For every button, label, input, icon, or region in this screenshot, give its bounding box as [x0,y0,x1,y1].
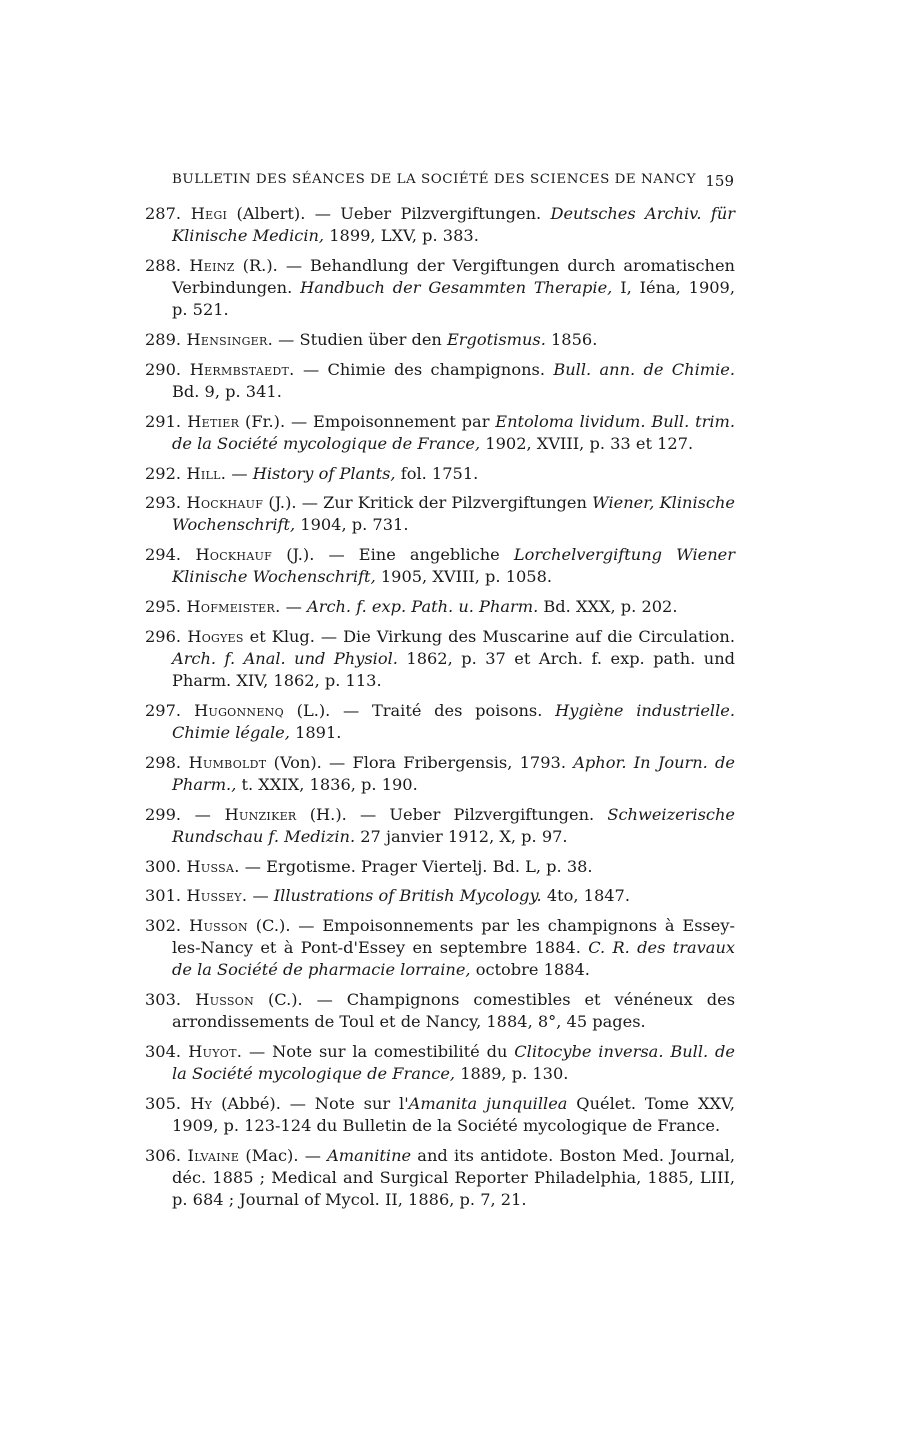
entry-title: Lorchelvergiftung Wiener Klinische Wochenschrift, [172,545,735,587]
entry-details: 27 janvier 1912, X, p. 97. [355,826,568,846]
bibliography-entry [145,359,735,403]
entry-author: Husson [181,915,248,935]
entry-author: Hussa. [181,856,240,876]
entry-title: Clitocybe inversa. Bull. de la Société mycologique de France, [172,1042,735,1084]
entry-text: (J.). — Zur Kritick der Pilzvergiftungen [263,493,593,513]
entry-details: 1904, p. 731. [295,515,409,535]
entry-details: 4to, 1847. [541,886,630,906]
entry-text: et Klug. — Die Virkung des Muscarine auf die Circulation. [243,626,735,646]
entry-author: Husson [181,990,255,1010]
page-number: 159 [705,172,734,190]
entry-number: 300. [145,856,182,876]
entry-details: t. XXIX, 1836, p. 190. [236,774,418,794]
entry-title: Handbuch der Gesammten Therapie, [300,278,613,298]
entry-title: C. R. des travaux de la Société de pharmacie lorraine, [172,938,735,980]
entry-text: (C.). — Champignons comestibles et vénéneux des arrondissements de Toul et de Nancy, 1884, 8°, 45 pages. [172,990,735,1032]
entry-author: Hofmeister. [181,597,281,617]
entry-text: (Albert). — Ueber Pilzvergiftungen. [227,204,551,223]
entry-author: Hegi [181,204,228,223]
entry-text: — [226,463,253,483]
entry-author: Hensinger. [181,330,274,350]
entry-details: octobre 1884. [470,960,590,980]
entry-text: (H.). — Ueber Pilzvergiftungen. [296,804,608,824]
entry-text: — Note sur la comestibilité du [242,1042,515,1061]
entry-number: 302. [145,915,182,935]
entry-details: Bd. 9, p. 341. [172,381,282,401]
bibliography-entry [145,544,735,588]
bibliography-entry [145,492,735,536]
entry-number: 297. [145,700,182,720]
bibliography-entry [145,255,735,322]
entry-author: Huyot. [181,1042,243,1061]
entry-number: 290. [145,359,182,379]
bibliography-entry [145,329,735,351]
bibliography-entry [145,856,735,878]
running-title: BULLETIN DES SÉANCES DE LA SOCIÉTÉ DES SCIENCES DE NANCY [172,172,696,187]
entry-text: (Abbé). — Note sur l' [212,1093,409,1113]
entry-details: fol. 1751. [395,463,479,483]
entry-text: — Ergotisme. Prager Viertelj. Bd. L, p. 38. [239,856,593,876]
entry-author: Hermbstaedt. [181,359,295,379]
running-header [172,172,734,190]
entry-title: Deutsches Archiv. für Klinische Medicin, [172,204,735,246]
entry-number: 304. [145,1042,182,1061]
entry-number: 306. [145,1145,182,1165]
entry-number: 298. [145,752,182,772]
entry-text: (R.). — Behandlung der Vergiftungen durch aromatischen Verbindungen. [172,255,735,298]
entry-text: (Mac). — [239,1145,328,1165]
entry-details: 1862, p. 37 et Arch. f. exp. path. und Pharm. XIV, 1862, p. 113. [172,648,735,691]
entry-number: 303. [145,990,182,1010]
entry-number: 288. [145,255,182,275]
bibliography-entry [145,752,735,796]
entry-title: Illustrations of British Mycology. [273,886,542,906]
entry-number: 301. [145,886,182,906]
entry-title: Aphor. In Journ. de Pharm., [172,752,735,794]
bibliography-entry [145,989,735,1033]
entry-author: Hockhauf [181,493,264,513]
bibliography-entry [145,203,735,247]
bibliography-entry [145,1145,735,1212]
entry-number: 295. [145,597,182,617]
entry-author: Hussey. [181,886,248,906]
entry-title: Amanita junquillea [408,1093,568,1113]
entry-title: Ergotismus. [446,330,546,350]
entry-text: — Chimie des champignons. [294,359,554,379]
bibliography-entry [145,411,735,455]
entry-number: 292. [145,463,182,483]
entry-text: (J.). — Eine angebliche [272,545,514,565]
entry-number: 294. [145,545,182,565]
entry-details: 1905, XVIII, p. 1058. [375,567,553,587]
entry-details: 1889, p. 130. [455,1064,569,1084]
entry-author: Humboldt [181,752,267,772]
entry-author: Heinz [181,255,235,275]
entry-text: — Studien über den [273,330,447,350]
entry-title: Schweizerische Rundschau f. Medizin. [172,804,735,846]
entry-text: (C.). — Empoisonnements par les champignons à Essey-les-Nancy et à Pont-d'Essey en septembre 1884. [172,915,736,958]
entry-details: 1899, LXV, p. 383. [324,226,479,246]
entry-number: 296. [145,626,182,646]
bibliography-entry [145,700,735,744]
entry-title: Amanitine [327,1145,412,1165]
entry-text: (Von). — Flora Fribergensis, 1793. [266,752,574,772]
bibliography-entry [145,804,735,848]
bibliography-entry [145,1041,735,1085]
entry-number: 291. [145,411,182,431]
bibliography-entry [145,463,735,485]
entry-author: Ilvaine [181,1145,240,1165]
entry-number: 293. [145,493,182,513]
entry-number: 299. [145,804,182,824]
entry-details: Bd. XXX, p. 202. [538,597,678,617]
bibliography-entry [145,915,735,982]
entry-details: Quélet. Tome XXV, 1909, p. 123-124 du Bulletin de la Société mycologique de France. [172,1093,736,1136]
entry-details: and its antidote. Boston Med. Journal, déc. 1885 ; Medical and Surgical Reporter Philadelphia, 1885, LIII, p. 684 ; Journal of Mycol. II, 1886, p. 7, 21. [172,1145,735,1210]
bibliography-entry [145,1093,735,1137]
entry-details: 1891. [289,723,342,743]
entry-author: Hill. [181,463,227,483]
entry-text: — [247,886,274,906]
bibliography-entry [145,885,735,907]
entry-number: 289. [145,330,182,350]
entry-details: I, Iéna, 1909, p. 521. [172,278,735,320]
entry-author: — Hunziker [181,804,297,824]
entry-author: Hockhauf [181,545,273,565]
entry-title: Arch. f. Anal. und Physiol. [172,648,398,668]
entry-text: (Fr.). — Empoisonnement par [239,411,496,431]
entry-title: Bull. ann. de Chimie. [553,359,736,379]
entry-details: 1902, XVIII, p. 33 et 127. [480,433,694,453]
entry-number: 287. [145,204,182,223]
entry-title: Entoloma lividum. Bull. trim. de la Société mycologique de France, [172,411,735,453]
entry-author: Hetier [181,411,240,431]
bibliography-entry [145,626,735,693]
entry-number: 305. [145,1093,182,1113]
entry-title: Wiener, Klinische Wochenschrift, [172,493,735,535]
entry-text: — [280,597,308,617]
entry-title: Arch. f. exp. Path. u. Pharm. [307,597,539,617]
entry-author: Hogyes [181,626,244,646]
entry-details: 1856. [545,330,598,350]
entry-author: Hugonnenq [181,700,284,720]
entry-title: History of Plants, [252,463,396,483]
entry-title: Hygiène industrielle. Chimie légale, [172,700,735,743]
entry-text: (L.). — Traité des poisons. [283,700,556,720]
entry-author: Hy [181,1093,213,1113]
bibliography-list [145,203,735,1219]
bibliography-entry [145,596,735,618]
